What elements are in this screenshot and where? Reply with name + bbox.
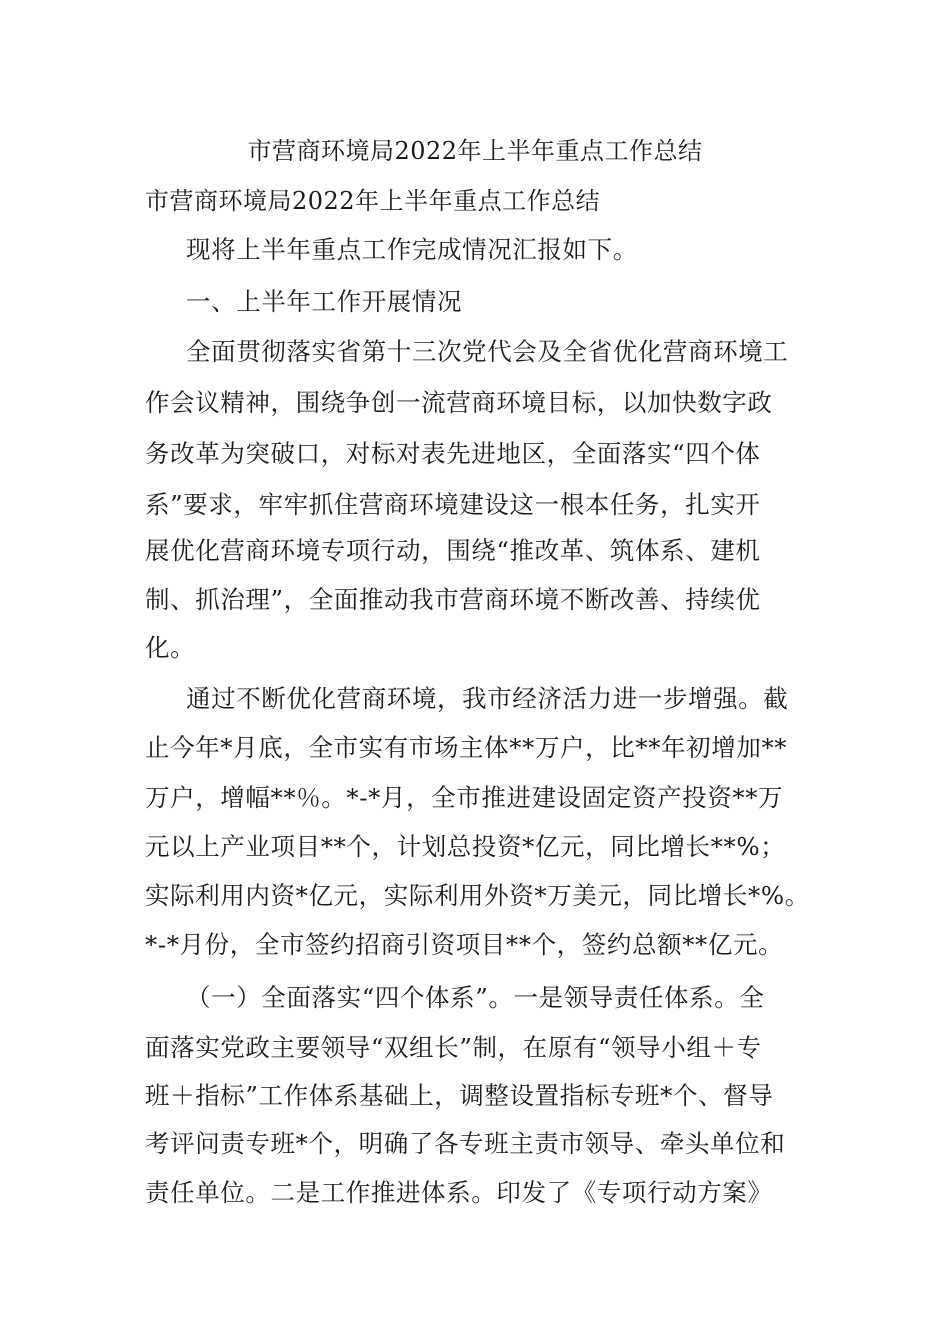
text-line: 实际利用内资*亿元，实际利用外资*万美元，同比增长*%。 <box>145 881 810 910</box>
text-line: 面落实党政主要领导“双组长”制，在原有“领导小组＋专 <box>145 1033 762 1062</box>
text-line: 通过不断优化营商环境，我市经济活力进一步增强。截 <box>186 684 789 713</box>
text-line: 万户，增幅**％。*-*月，全市推进建设固定资产投资**万 <box>145 783 784 812</box>
document-subtitle: 市营商环境局2022年上半年重点工作总结 <box>145 187 601 215</box>
text-line: 考评问责专班*个，明确了各专班主责市领导、牵头单位和 <box>145 1129 786 1158</box>
text-line: 责任单位。二是工作推进体系。印发了《专项行动方案》 <box>145 1178 773 1207</box>
text-line: （一）全面落实“四个体系”。一是领导责任体系。全 <box>186 983 765 1012</box>
document-title: 市营商环境局2022年上半年重点工作总结 <box>247 137 703 165</box>
text-line: 全面贯彻落实省第十三次党代会及全省优化营商环境工 <box>186 337 789 366</box>
section-heading: 一、上半年工作开展情况 <box>186 287 463 316</box>
text-line: 元以上产业项目**个，计划总投资*亿元，同比增长**%； <box>145 832 786 861</box>
text-line: 止今年*月底，全市实有市场主体**万户，比**年初增加** <box>145 733 788 762</box>
text-line: 作会议精神，围绕争创一流营商环境目标，以加快数字政 <box>145 388 773 417</box>
text-line: 班＋指标”工作体系基础上，调整设置指标专班*个、督导 <box>145 1081 774 1110</box>
text-line: 化。 <box>145 633 196 662</box>
text-line: 务改革为突破口，对标对表先进地区，全面落实“四个体 <box>145 439 761 468</box>
text-line: 系”要求，牢牢抓住营商环境建设这一根本任务，扎实开 <box>145 490 761 519</box>
text-line: 现将上半年重点工作完成情况汇报如下。 <box>186 235 638 264</box>
text-line: 展优化营商环境专项行动，围绕“推改革、筑体系、建机 <box>145 536 761 565</box>
text-line: 制、抓治理”，全面推动我市营商环境不断改善、持续优 <box>145 585 761 614</box>
text-line: *-*月份，全市签约招商引资项目**个，签约总额**亿元。 <box>145 930 784 959</box>
